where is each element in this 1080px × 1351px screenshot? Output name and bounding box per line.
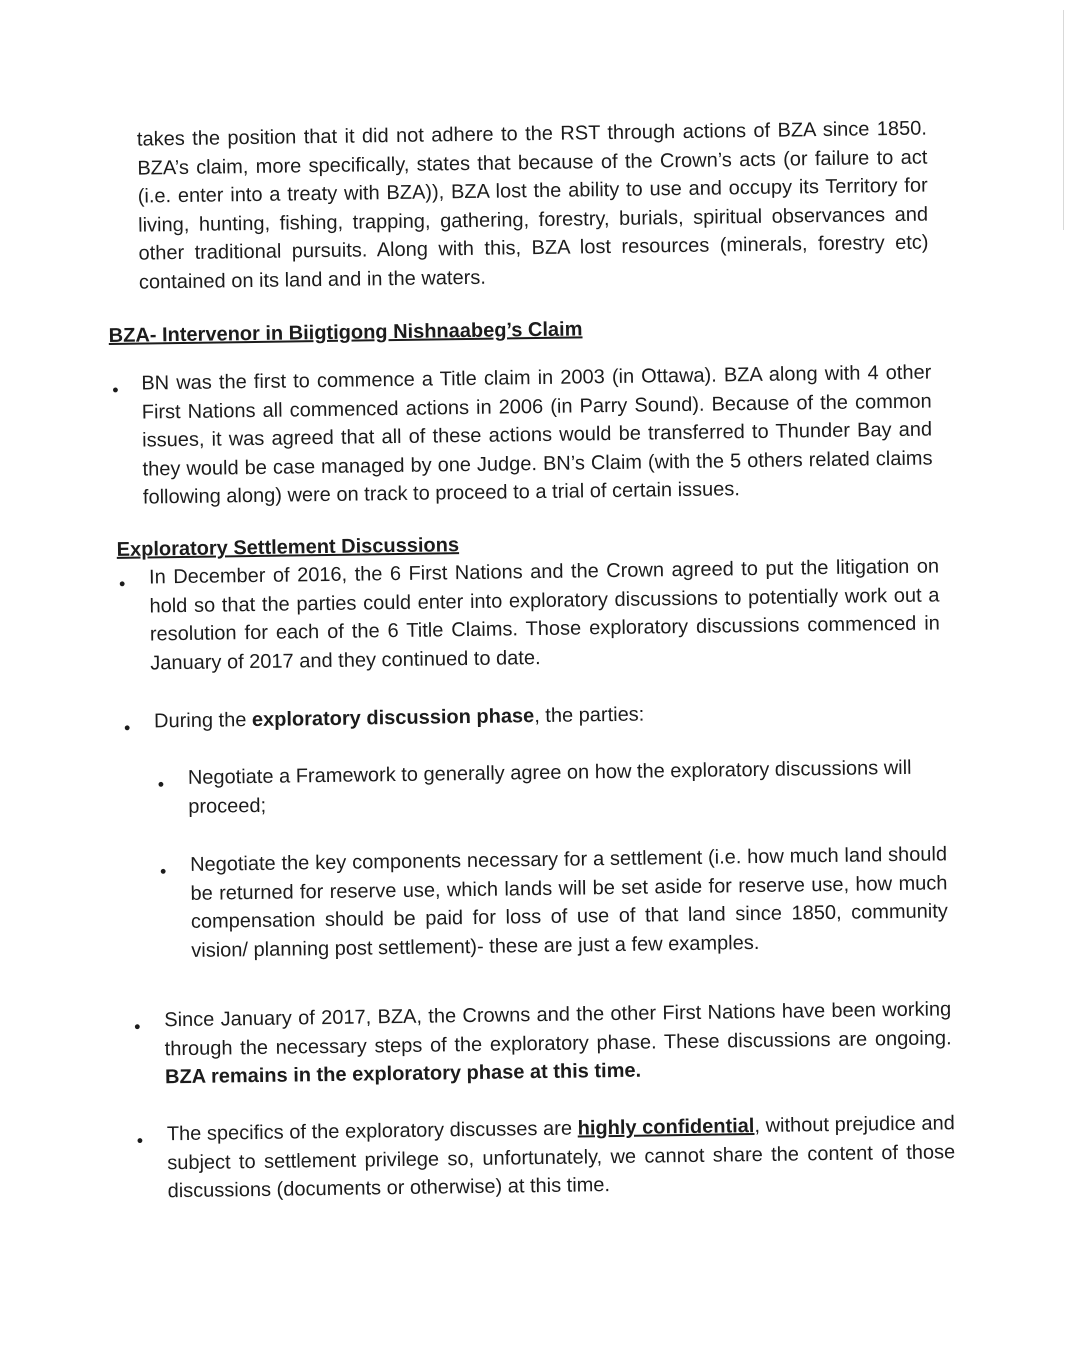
bullet-highly-confidential [167, 1109, 956, 1205]
bullet-since-january-2017 [164, 995, 952, 1091]
text-run: , the parties: [534, 703, 645, 728]
bullet-marker: • [136, 1130, 144, 1151]
bullet-bn-title-claim: BN was the first to commence a Title claim in 2003 (in Ottawa). BZA along with 4 other First Nations all commenced actions in 2006 (in Parry Sound). Because of the common issues, it was agreed that all of these actions would be transferred to Thunder Bay and they would be case managed by one Judge. BN’s Claim (with the 5 others related claims following along) were on track to proceed to a trial of certain issues. [141, 361, 933, 509]
bullet-december-2016: In December of 2016, the 6 First Nations and the Crown agreed to put the litigation on hold so that the parties could enter into exploratory discussions to potentially work out a resolution for each of the 6 Title Claims. Those exploratory discussions commenced in January of 2017 and they continued to date. [148, 555, 940, 674]
sub-bullet-marker: • [157, 774, 165, 795]
bullet-marker: • [123, 717, 131, 738]
text-run: The specifics of the exploratory discusses are [166, 1117, 578, 1146]
bullet-discussion-phase [154, 697, 934, 736]
sub-bullet-marker: • [159, 861, 167, 882]
intro-paragraph: takes the position that it did not adhere to the RST through actions of BZA since 1850. BZA’s claim, more specifically, states that because of the Crown’s acts (or failure to act (i.e. enter into a treaty with BZA)), BZA lost the ability to use and occupy its Territory for living, hunting, fishing, trapping, gathering, forestry, burials, spiritual observances and other traditional pursuits. Along with this, BZA lost resources (minerals, forestry etc) contained on its land and in the waters. [136, 117, 929, 294]
bold-underlined-phrase: highly confidential [577, 1115, 755, 1140]
bullet-marker: • [118, 573, 126, 594]
bullet-marker: • [134, 1016, 141, 1037]
sub-bullet-framework: Negotiate a Framework to generally agree on how the exploratory discussions will proceed; [187, 756, 912, 818]
bold-phrase: exploratory discussion phase [251, 705, 535, 732]
sub-bullet-key-components: Negotiate the key components necessary for a settlement (i.e. how much land should be returned for reserve use, which lands will be set aside for reserve use, how much compensation should be paid for loss of use of that land since 1850, community vision/ planning post settlement)- these are just a few examples. [189, 843, 948, 962]
text-run: During the [153, 709, 253, 733]
bold-phrase: BZA remains in the exploratory phase at this time. [164, 1059, 642, 1089]
bullet-marker: • [112, 379, 119, 400]
section-heading-intervenor: BZA- Intervenor in Biigtigong Nishnaabeg’s Claim [108, 318, 583, 347]
text-run: Since January of 2017, BZA, the Crowns and the other First Nations have been working through the necessary steps of the exploratory phase. These discussions are ongoing. [164, 998, 952, 1060]
section-heading-exploratory: Exploratory Settlement Discussions [116, 534, 460, 561]
text-run: , without prejudice and subject to settlement privilege so, unfortunately, we cannot share the content of those discussions (documents or otherwise) at this time. [167, 1112, 956, 1203]
